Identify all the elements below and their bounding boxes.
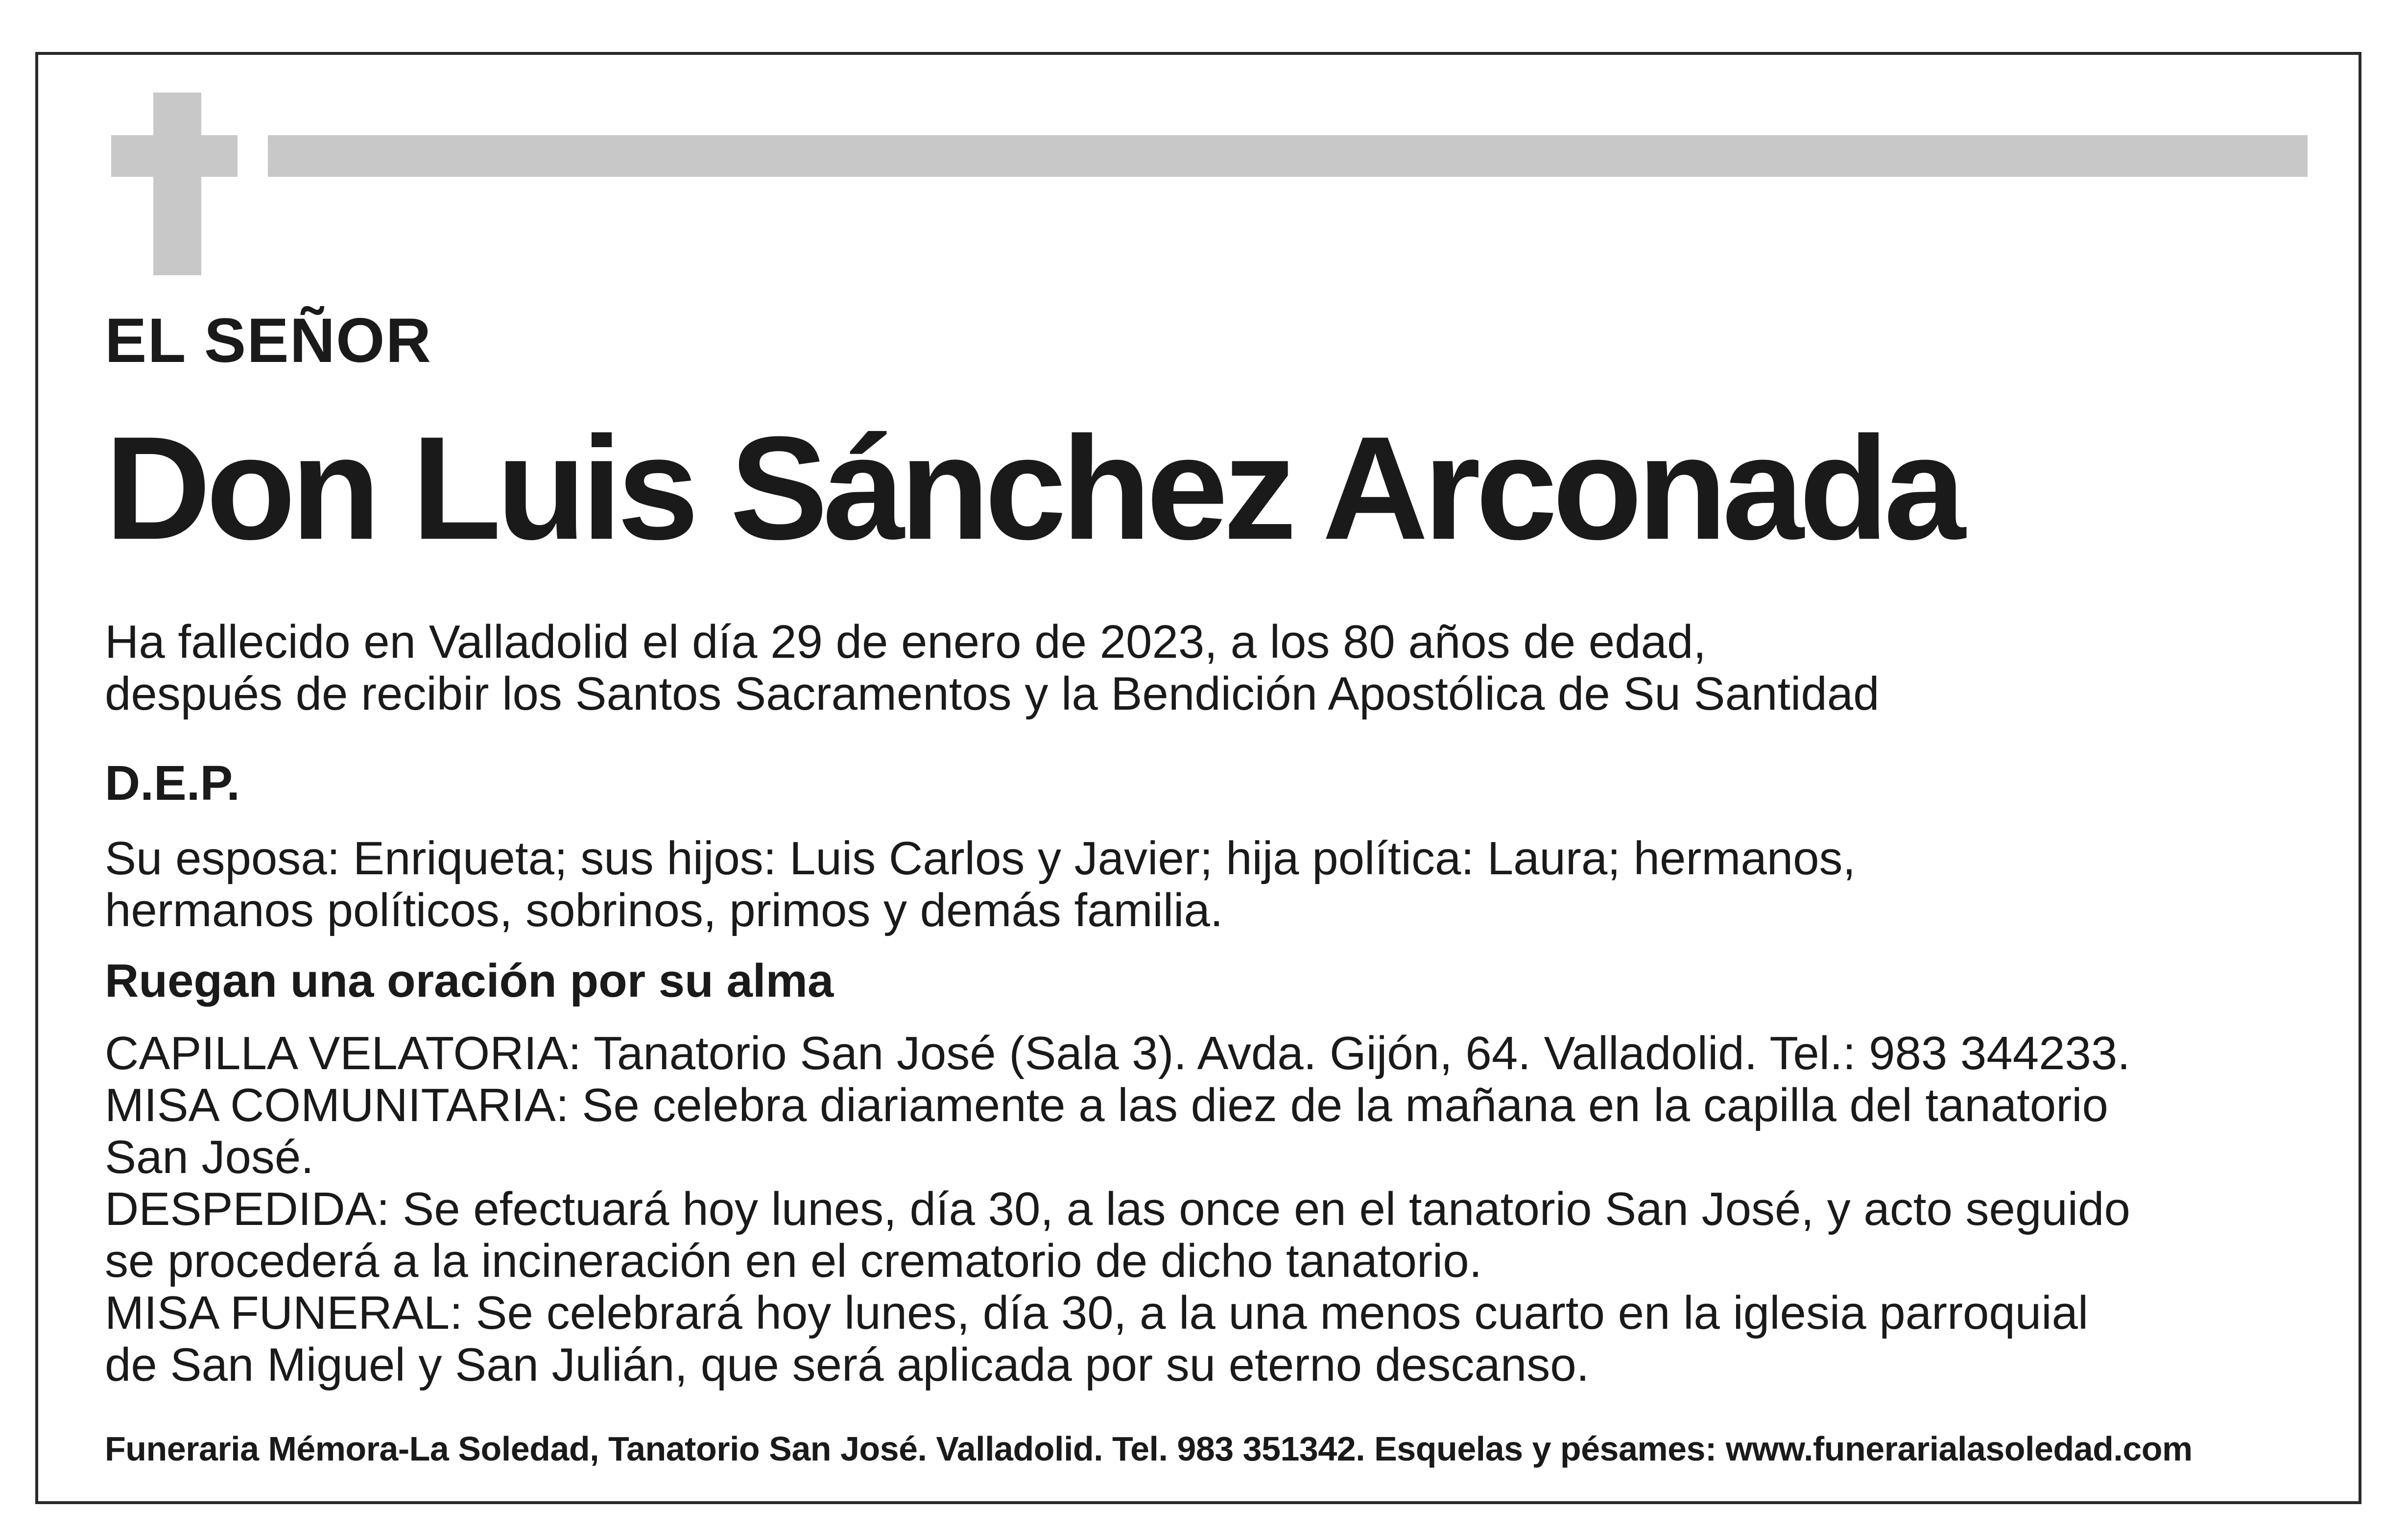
announcement-line: Ha fallecido en Valladolid el día 29 de enero de 2023, a los 80 años de edad,	[105, 616, 1706, 668]
family-list	[105, 833, 1856, 936]
service-line: San José.	[105, 1131, 314, 1183]
rip-label: D.E.P.	[105, 756, 240, 811]
death-announcement	[105, 616, 1880, 720]
service-details	[105, 1028, 2130, 1391]
service-line: MISA COMUNITARIA: Se celebra diariamente a las diez de la mañana en la capilla del tanatorio	[105, 1079, 2108, 1131]
service-line: CAPILLA VELATORIA: Tanatorio San José (Sala 3). Avda. Gijón, 64. Valladolid. Tel.: 983 344233.	[105, 1027, 2130, 1079]
notice-eyebrow: EL SEÑOR	[105, 306, 432, 376]
service-line: de San Miguel y San Julián, que será aplicada por su eterno descanso.	[105, 1339, 1590, 1391]
family-line: hermanos políticos, sobrinos, primos y demás familia.	[105, 884, 1223, 936]
prayer-request: Ruegan una oración por su alma	[105, 955, 834, 1007]
service-line: DESPEDIDA: Se efectuará hoy lunes, día 30, a las once en el tanatorio San José, y acto seguido	[105, 1183, 2130, 1235]
service-line: se procederá a la incineración en el crematorio de dicho tanatorio.	[105, 1235, 1482, 1287]
announcement-line: después de recibir los Santos Sacramentos y la Bendición Apostólica de Su Santidad	[105, 668, 1880, 720]
header-rule-bar	[268, 135, 2308, 177]
cross-icon-horizontal	[111, 135, 238, 177]
service-line: MISA FUNERAL: Se celebrará hoy lunes, día 30, a la una menos cuarto en la iglesia parroquial	[105, 1287, 2089, 1339]
funeral-home-footer: Funeraria Mémora-La Soledad, Tanatorio San José. Valladolid. Tel. 983 351342. Esquelas y pésames: www.funerarialasoledad.com	[105, 1430, 2193, 1468]
deceased-name: Don Luis Sánchez Arconada	[105, 406, 1961, 570]
family-line: Su esposa: Enriqueta; sus hijos: Luis Carlos y Javier; hija política: Laura; hermanos,	[105, 832, 1856, 885]
cross-icon-vertical	[153, 93, 201, 275]
